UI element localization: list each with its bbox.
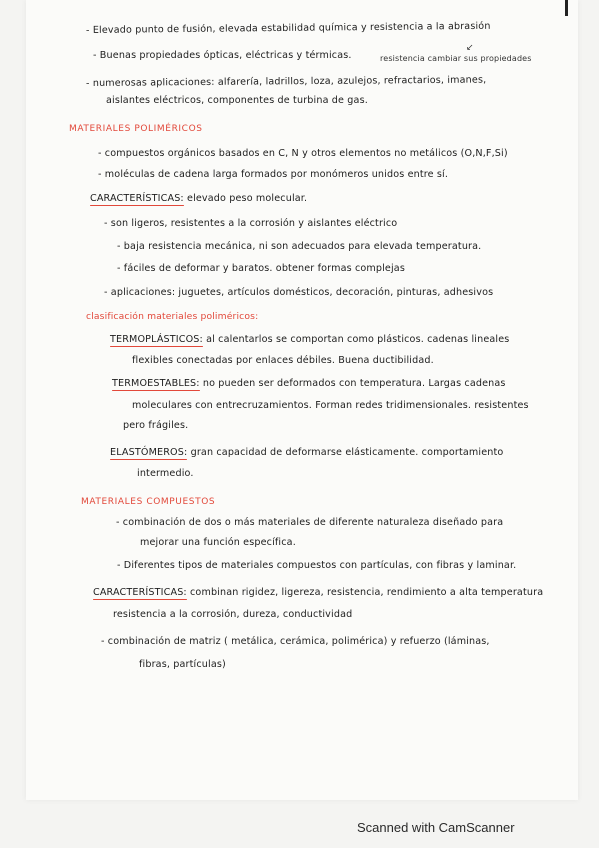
note-line: pero frágiles.: [123, 420, 189, 431]
characteristics-label: CARACTERÍSTICAS:: [90, 193, 184, 204]
note-line: - combinación de dos o más materiales de diferente naturaleza diseñado para: [116, 517, 504, 528]
note-text: gran capacidad de deformarse elásticamente. comportamiento: [187, 447, 504, 458]
note-line: flexibles conectadas por enlaces débiles. Buena ductibilidad.: [132, 355, 434, 366]
term-label: ELASTÓMEROS:: [110, 447, 188, 458]
term-label: TERMOESTABLES:: [112, 378, 200, 389]
section-heading: MATERIALES POLIMÉRICOS: [69, 124, 203, 134]
note-line: [110, 334, 509, 345]
note-line: - Elevado punto de fusión, elevada estabilidad química y resistencia a la abrasión: [85, 20, 491, 36]
note-line: - baja resistencia mecánica, ni son adecuados para elevada temperatura.: [117, 241, 482, 252]
section-heading: MATERIALES COMPUESTOS: [81, 497, 216, 507]
note-line: aislantes eléctricos, componentes de turbina de gas.: [106, 95, 368, 106]
note-line: resistencia a la corrosión, dureza, conductividad: [113, 609, 353, 620]
section-subheading: clasificación materiales poliméricos:: [86, 311, 259, 322]
note-line: - Buenas propiedades ópticas, eléctricas y térmicas.: [93, 50, 352, 61]
note-line: mejorar una función específica.: [140, 537, 296, 548]
note-line: intermedio.: [137, 468, 194, 479]
note-line: - aplicaciones: juguetes, artículos domésticos, decoración, pinturas, adhesivos: [104, 287, 494, 298]
insertion-caret-icon: ↙: [466, 43, 474, 53]
margin-note: resistencia cambiar sus propiedades: [380, 54, 532, 63]
note-line: - moléculas de cadena larga formados por monómeros unidos entre sí.: [98, 169, 449, 180]
note-line: - combinación de matriz ( metálica, cerámica, polimérica) y refuerzo (láminas,: [101, 636, 490, 647]
note-line: [110, 447, 503, 458]
note-text: combinan rigidez, ligereza, resistencia, rendimiento a alta temperatura: [186, 587, 544, 598]
note-text: elevado peso molecular.: [183, 193, 308, 204]
note-line: [90, 193, 307, 204]
camscanner-watermark: Scanned with CamScanner: [357, 820, 515, 835]
note-line: - numerosas aplicaciones: alfarería, ladrillos, loza, azulejos, refractarios, imanes,: [85, 74, 487, 89]
note-line: moleculares con entrecruzamientos. Forman redes tridimensionales. resistentes: [132, 400, 529, 411]
term-label: TERMOPLÁSTICOS:: [110, 334, 203, 345]
characteristics-label: CARACTERÍSTICAS:: [93, 587, 187, 598]
note-text: al calentarlos se comportan como plásticos. cadenas lineales: [202, 334, 510, 345]
note-text: no pueden ser deformados con temperatura. Largas cadenas: [199, 378, 506, 389]
note-line: - Diferentes tipos de materiales compuestos con partículas, con fibras y laminar.: [117, 560, 517, 571]
note-line: [93, 587, 543, 598]
note-line: [112, 378, 506, 389]
note-line: - fáciles de deformar y baratos. obtener formas complejas: [117, 263, 405, 274]
note-line: - son ligeros, resistentes a la corrosión y aislantes eléctrico: [104, 218, 398, 229]
note-line: - compuestos orgánicos basados en C, N y otros elementos no metálicos (O,N,F,Si): [98, 148, 508, 159]
note-line: fibras, partículas): [139, 659, 226, 670]
page-edge-mark: [565, 0, 568, 16]
